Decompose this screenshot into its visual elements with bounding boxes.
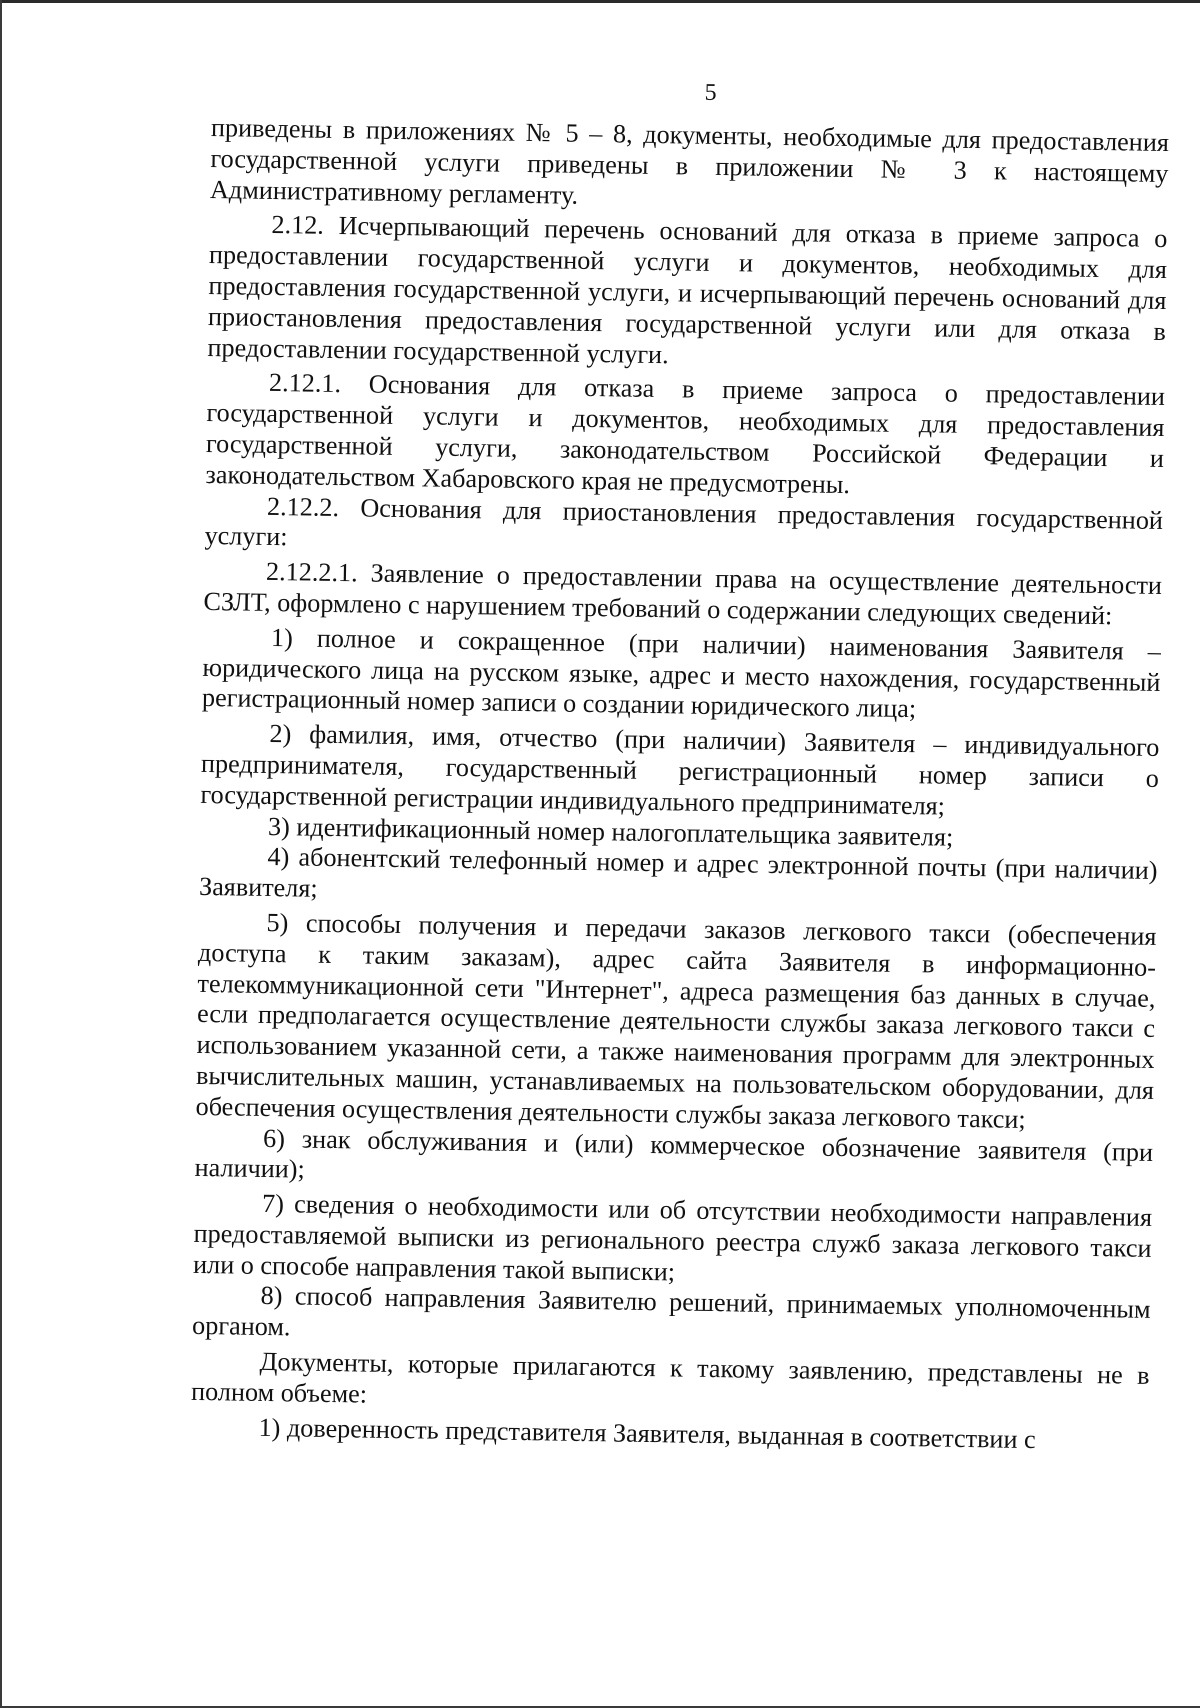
scan-edge-top <box>0 0 1200 3</box>
scan-edge-left <box>0 0 2 1708</box>
list-item-2: 2) фамилия, имя, отчество (при наличии) Заявителя – индивидуального предпринимателя, государственный регистрационный номер записи о государственной регистрации индивидуального предпринимателя; <box>200 719 1160 821</box>
list-item-5: 5) способы получения и передачи заказов легкового такси (обеспечения доступа к таким заказам), адрес сайта Заявителя в информационно-телекоммуникационной сети "Интернет", адреса размещения баз данных в случае, если предполагается осуществление деятельности службы заказа легкового такси с использованием указанной сети, а также наименования программ для электронных вычислительных машин, устанавливаемых на пользовательском оборудовании, для обеспечения осуществления деятельности службы заказа легкового такси; <box>195 907 1157 1134</box>
list-item-6: 6) знак обслуживания и (или) коммерческое обозначение заявителя (при наличии); <box>194 1123 1154 1184</box>
list-item-3: 3) идентификационный номер налогоплательщика заявителя; <box>267 811 954 852</box>
section-2-12-2: 2.12.2. Основания для приостановления предоставления государственной услуги: <box>204 491 1164 552</box>
page-number: 5 <box>704 79 717 106</box>
documents-paragraph: Документы, которые прилагаются к такому заявлению, представлены не в полном объеме: <box>190 1346 1150 1409</box>
list-item-1: 1) полное и сокращенное (при наличии) наименования Заявителя – юридического лица на русском языке, адрес и место нахождения, государственный регистрационный номер записи о создании юридического лица; <box>201 622 1162 724</box>
list-item-4: 4) абонентский телефонный номер и адрес электронной почты (при наличии) Заявителя; <box>198 842 1158 903</box>
paragraph-continuation: приведены в приложениях № 5 – 8, документы, необходимые для предоставления государственной услуги приведены в приложении № 3 к настоящему Административному регламенту. <box>209 112 1170 210</box>
list-item-8: 8) способ направления Заявителю решений, принимаемых уполномоченным органом. <box>191 1281 1151 1342</box>
list-item-7: 7) сведения о необходимости или об отсутствии необходимости направления предоставляемой выписки из регионального реестра служб заказа легкового такси или о способе направления такой выписки; <box>192 1189 1153 1287</box>
document-page <box>190 64 1170 1457</box>
section-2-12-2-1: 2.12.2.1. Заявление о предоставлении права на осуществление деятельности СЗЛТ, оформлено с нарушением требований о содержании следующих сведений: <box>203 557 1163 631</box>
section-2-12-heading: 2.12. Исчерпывающий перечень оснований для отказа в приеме запроса о предоставлении государственной услуги и документов, необходимых для предоставления государственной услуги, и исчерпывающий перечень оснований для приостановления предоставления государственной услуги или для отказа в предоставлении государственной услуги. <box>207 210 1168 369</box>
section-2-12-1: 2.12.1. Основания для отказа в приеме запроса о предоставлении государственной услуги и документов, необходимых для предоставления государственной услуги, законодательством Российской Федерации и законодательством Хабаровского края не предусмотрены. <box>205 368 1166 499</box>
documents-list-item-1: 1) доверенность представителя Заявителя, выданная в соответствии с <box>258 1412 1036 1454</box>
